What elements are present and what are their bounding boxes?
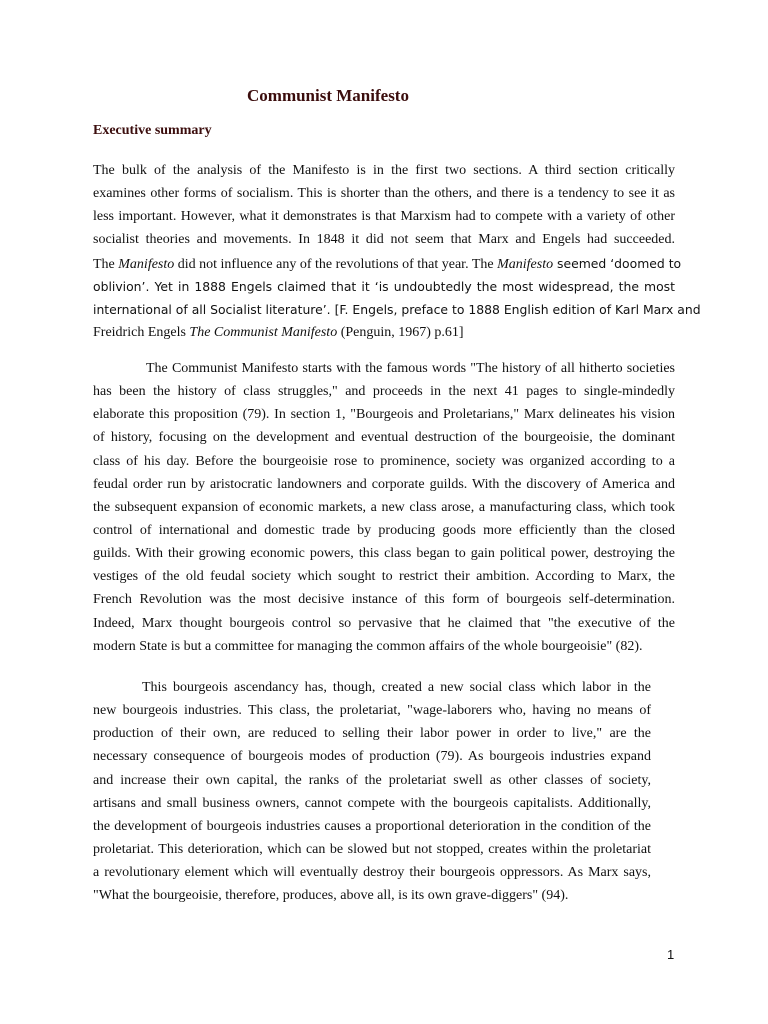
paragraph-line: socialist theories and movements. In 1848 it did not seem that Marx and Engels had succeeded. — [93, 232, 675, 248]
paragraph-line: less important. However, what it demonstrates is that Marxism had to compete with a variety of other — [93, 209, 675, 225]
paragraph-proletariat — [93, 676, 651, 907]
paragraph-line: proletariat. This deterioration, which can be slowed but not stopped, creates within the proletariat — [93, 841, 651, 857]
section-heading: Executive summary — [93, 123, 212, 138]
paragraph-line: of history, focusing on the development and eventual destruction of the bourgeoisie, the dominant — [93, 430, 675, 446]
text-run: (Penguin, 1967) p.61] — [337, 324, 464, 340]
paragraph-line: necessary consequence of bourgeois modes of production (79). As bourgeois industries expand — [93, 749, 651, 765]
paragraph-line: French Revolution was the most decisive instance of this form of bourgeois self-determination. — [93, 592, 675, 608]
paragraph-line: the development of bourgeois industries causes a proportional deterioration in the condition of the — [93, 818, 651, 834]
paragraph-line: the subsequent expansion of economic markets, a new class arose, a manufacturing class, which took — [93, 499, 675, 515]
paragraph-line: production of their own, are reduced to selling their labor power in order to live," are the — [93, 726, 651, 742]
page-number: 1 — [667, 947, 675, 962]
paragraph-line: Indeed, Marx thought bourgeois control so pervasive that he claimed that "the executive of the — [93, 615, 675, 631]
text-run: The — [93, 256, 119, 272]
paragraph-line: feudal order run by aristocratic landowners and corporate guilds. With the discovery of America and — [93, 476, 675, 492]
paragraph-line: control of international and domestic trade by producing goods more efficiently than the closed — [93, 522, 675, 538]
paragraph-line: guilds. With their growing economic powers, this class began to gain political power, destroying the — [93, 546, 675, 562]
italic-title: Manifesto — [497, 256, 554, 272]
paragraph-history — [93, 357, 675, 658]
paragraph-line: This bourgeois ascendancy has, though, created a new social class which labor in the — [142, 680, 651, 695]
paragraph-line: elaborate this proposition (79). In section 1, "Bourgeois and Proletarians," Marx delineates his vision — [93, 407, 675, 423]
paragraph-summary — [93, 159, 701, 344]
paragraph-line: examines other forms of socialism. This is shorter than the others, and there is a tendency to see it as — [93, 186, 675, 202]
paragraph-line: The Communist Manifesto starts with the famous words "The history of all hitherto societies — [146, 361, 675, 376]
italic-title: Manifesto — [118, 256, 175, 272]
text-run: did not influence any of the revolutions of that year. The — [174, 256, 498, 272]
paragraph-line: new bourgeois industries. This class, the proletariat, "wage-laborers who, having no means of — [93, 703, 651, 719]
paragraph-line: a revolutionary element which will eventually destroy their bourgeois oppressors. As Marx says, — [93, 865, 651, 881]
paragraph-line: "What the bourgeoisie, therefore, produces, above all, is its own grave-diggers" (94). — [93, 888, 569, 904]
paragraph-line: vestiges of the old feudal society which sought to restrict their ambition. According to Marx, the — [93, 569, 675, 585]
paragraph-line: class of his day. Before the bourgeoisie rose to prominence, society was organized according to a — [93, 453, 675, 469]
text-run: Freidrich Engels — [93, 324, 190, 340]
document-title: Communist Manifesto — [247, 86, 409, 105]
paragraph-line: has been the history of class struggles," and proceeds in the next 41 pages to single-mindedly — [93, 384, 675, 400]
paragraph-line: artisans and small business owners, cannot compete with the bourgeois capitalists. Additionally, — [93, 795, 651, 811]
paragraph-line: and increase their own capital, the ranks of the proletariat swell as other classes of society, — [93, 772, 651, 788]
paragraph-line: international of all Socialist literature’. [F. Engels, preface to 1888 English edition of Karl Marx and — [93, 301, 701, 317]
paragraph-line — [93, 252, 682, 275]
paragraph-line: modern State is but a committee for managing the common affairs of the whole bourgeoisie" (82). — [93, 638, 643, 654]
paragraph-line: The bulk of the analysis of the Manifesto is in the first two sections. A third section critically — [93, 163, 675, 178]
paragraph-line: oblivion’. Yet in 1888 Engels claimed that it ‘is undoubtedly the most widespread, the most — [93, 278, 675, 294]
paragraph-line — [93, 321, 675, 344]
text-run: seemed ‘doomed to — [553, 255, 682, 271]
italic-title: The Communist Manifesto — [189, 324, 338, 340]
